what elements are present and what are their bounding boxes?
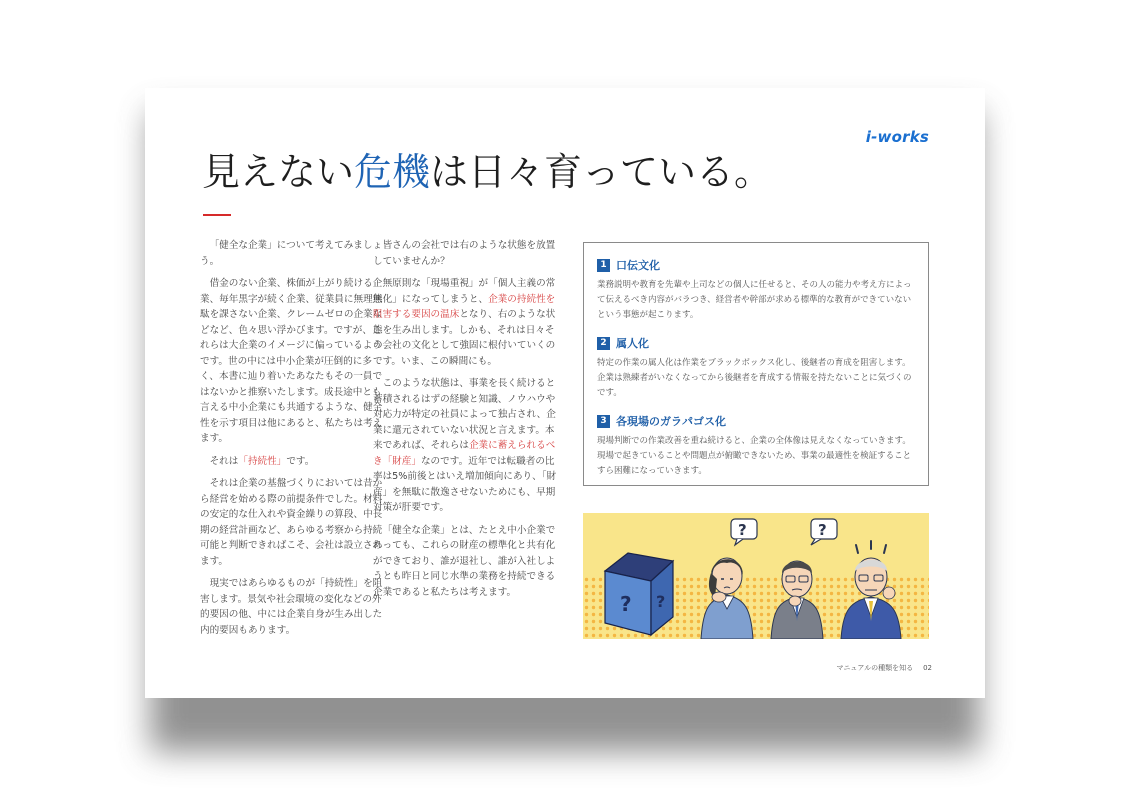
cube-question-mark: ? bbox=[656, 592, 666, 611]
illustration bbox=[583, 513, 929, 639]
highlight-text: 企業に蓄えられるべき「財産」 bbox=[373, 440, 556, 467]
issue-body: 業務説明や教育を先輩や上司などの個人に任せると、その人の能力や考え方によって伝えるべき内容がバラつき、経営者や幹部が求める標準的な教育ができていないという事態が起こります。 bbox=[597, 280, 912, 320]
text-run: となり、右のような状態を生み出します。しかも、それは日々その会社の文化として強固に根付いていくのです。いま、この瞬間にも。 bbox=[373, 309, 556, 367]
issue-body: 現場判断での作業改善を重ね続けると、企業の全体像は見えなくなっていきます。現場で起きていることや問題点が俯瞰できないため、事業の最適性を検証することすら困難になっていきます。 bbox=[597, 436, 912, 476]
body-column-1 bbox=[200, 238, 388, 645]
cube-question-mark: ? bbox=[620, 592, 632, 616]
document-page bbox=[145, 88, 985, 698]
issue-number: 1 bbox=[597, 259, 610, 272]
issues-box bbox=[583, 242, 929, 486]
issue-title: 口伝文化 bbox=[616, 259, 660, 272]
issue-title: 各現場のガラパゴス化 bbox=[616, 415, 726, 428]
paragraph: 借金のない企業、株価が上がり続ける企業、毎年黒字が続く企業、従業員に無理無駄を課さない企業、クレームゼロの企業などなど、色々思い浮かびます。ですが、これらは大企業のイメージに偏っているようです。世の中には中小企業が圧倒的に多く、本書に辿り着いたあなたもその一員ではないかと推察いたします。成長途中とも言える中小企業にも共通するような、健全性を示す項目は他にあると、私たちは考えます。 bbox=[200, 278, 383, 444]
question-mark: ? bbox=[818, 521, 827, 539]
issue-section bbox=[597, 257, 915, 323]
paragraph: 皆さんの会社では右のような状態を放置していませんか？ bbox=[373, 240, 556, 267]
paragraph: 現実ではあらゆるものが「持続性」を阻害します。景気や社会環境の変化などの外的要因の他、中には企業自身が生み出した内的要因もあります。 bbox=[200, 578, 383, 636]
paragraph bbox=[200, 454, 388, 470]
text-run: このような状態は、事業を長く続けると蓄積されるはずの経験と知識、ノウハウや対応力が特定の社員によって独占され、企業に還元されていない状況と言えます。本来であれば、それらは bbox=[373, 378, 556, 451]
brand-logo: i-works bbox=[865, 128, 929, 146]
paragraph: それは企業の基盤づくりにおいては昔から経営を始める際の前提条件でした。材料の安定的な仕入れや資金繰りの算段、中長期の経営計画など、あらゆる考察から持続可能と判断できればこそ、会社は設立されます。 bbox=[200, 478, 383, 567]
highlight-text: 「持続性」 bbox=[238, 455, 287, 467]
text-run: それは bbox=[209, 455, 239, 467]
issue-heading bbox=[597, 335, 915, 351]
title-part-1: 見えない bbox=[202, 150, 355, 194]
title-part-2: は日々育っている。 bbox=[430, 150, 773, 194]
issue-number: 2 bbox=[597, 337, 610, 350]
footer-section-label: マニュアルの種類を知る bbox=[836, 664, 914, 672]
page-footer bbox=[836, 663, 932, 673]
paragraph bbox=[373, 276, 560, 369]
body-column-2 bbox=[373, 238, 560, 607]
issue-title: 属人化 bbox=[616, 337, 649, 350]
page-title bbox=[202, 150, 772, 194]
paragraph: 「健全な企業」とは、たとえ中小企業であっても、これらの財産の標準化と共有化ができており、誰が退社し、誰が入社しようとも昨日と同じ水準の業務を持続できる企業であると私たちは考えます。 bbox=[373, 524, 556, 598]
issue-body: 特定の作業の属人化は作業をブラックボックス化し、後継者の育成を阻害します。企業は熟練者がいなくなってから後継者を育成する情報を持たないことに気づくのです。 bbox=[597, 358, 912, 398]
issue-section bbox=[597, 413, 915, 479]
paragraph bbox=[373, 376, 560, 516]
title-highlight: 危機 bbox=[354, 150, 431, 194]
issue-heading bbox=[597, 413, 915, 429]
confused-people-illustration bbox=[583, 513, 929, 639]
page-number: 02 bbox=[923, 664, 932, 672]
paragraph: 「健全な企業」について考えてみましょう。 bbox=[200, 240, 383, 267]
issue-section bbox=[597, 335, 915, 401]
issue-number: 3 bbox=[597, 415, 610, 428]
title-underline bbox=[203, 214, 231, 216]
text-run: 無原則な「現場重視」が「個人主義の常態化」になってしまうと、 bbox=[373, 278, 556, 305]
issue-heading bbox=[597, 257, 915, 273]
text-run: です。 bbox=[286, 455, 315, 467]
black-box-cube bbox=[605, 553, 673, 635]
text-run: なのです。近年では転職者の比率は5%前後とはいえ増加傾向にあり、「財産」を無駄に散逸させないためにも、早期対策が肝要です。 bbox=[373, 455, 557, 513]
question-mark: ? bbox=[738, 521, 747, 539]
highlight-text: 企業の持続性を阻害する要因の温床 bbox=[373, 293, 556, 320]
